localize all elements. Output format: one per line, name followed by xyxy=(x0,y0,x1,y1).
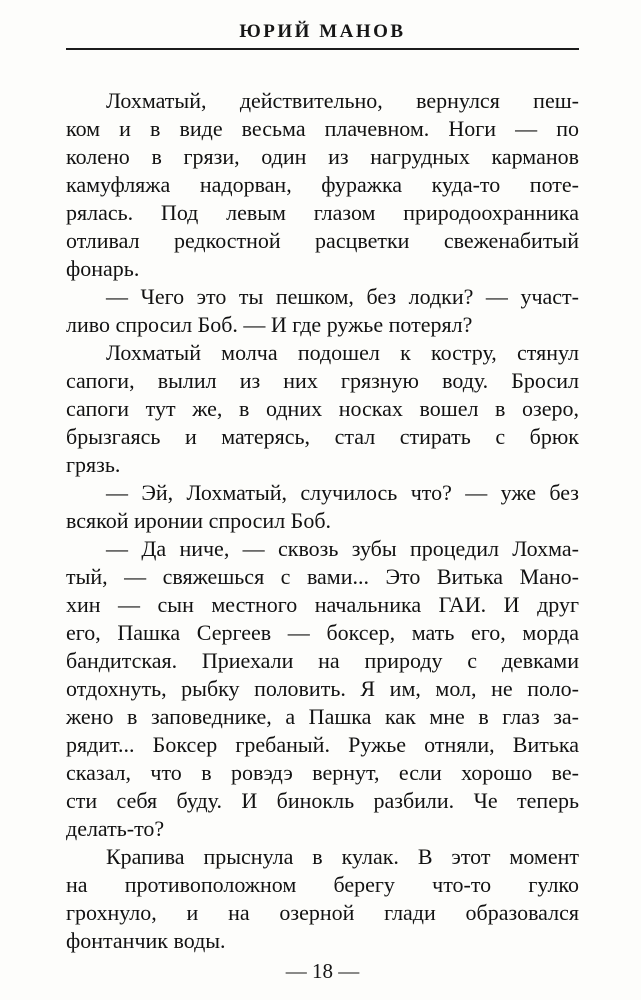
text-line: Лохматый молча подошел к костру, стянул xyxy=(106,340,579,365)
text-line: фонарь. xyxy=(66,256,140,281)
page-number: — 18 — xyxy=(285,959,360,983)
paragraph xyxy=(66,843,579,955)
page-footer xyxy=(66,959,579,984)
text-line: ливо спросил Боб. — И где ружье потерял? xyxy=(66,312,473,337)
text-line: сти себя буду. И бинокль разбили. Че теперь xyxy=(66,788,579,813)
text-line: грохнуло, и на озерной глади образовался xyxy=(66,900,579,925)
text-line: отливал редкостной расцветки свеженабитый xyxy=(66,228,579,253)
text-line: сапоги тут же, в одних носках вошел в озеро, xyxy=(66,396,579,421)
text-line: хин — сын местного начальника ГАИ. И друг xyxy=(66,592,579,617)
page-text xyxy=(66,87,579,955)
text-line: отдохнуть, рыбку половить. Я им, мол, не поло- xyxy=(66,676,579,701)
running-head-author: ЮРИЙ МАНОВ xyxy=(239,21,406,42)
text-line: тый, — свяжешься с вами... Это Витька Мано- xyxy=(66,564,579,589)
paragraph xyxy=(66,283,579,339)
text-line: фонтанчик воды. xyxy=(66,928,226,953)
text-line: всякой иронии спросил Боб. xyxy=(66,508,332,533)
text-line: Крапива прыснула в кулак. В этот момент xyxy=(106,844,579,869)
header-rule-divider xyxy=(66,48,579,50)
text-line: колено в грязи, один из нагрудных карманов xyxy=(66,144,579,169)
text-line: грязь. xyxy=(66,452,121,477)
text-line: — Чего это ты пешком, без лодки? — участ- xyxy=(106,284,579,309)
paragraph xyxy=(66,535,579,843)
paragraph xyxy=(66,339,579,479)
text-line: сапоги, вылил из них грязную воду. Бросил xyxy=(66,368,579,393)
text-line: его, Пашка Сергеев — боксер, мать его, морда xyxy=(66,620,579,645)
text-line: Лохматый, действительно, вернулся пеш- xyxy=(106,88,579,113)
text-line: сказал, что в ровэдэ вернут, если хорошо ве- xyxy=(66,760,579,785)
text-line: — Эй, Лохматый, случилось что? — уже без xyxy=(106,480,579,505)
text-line: ком и в виде весьма плачевном. Ноги — по xyxy=(66,116,579,141)
text-line: рядит... Боксер гребаный. Ружье отняли, Витька xyxy=(66,732,579,757)
text-line: жено в заповеднике, а Пашка как мне в глаз за- xyxy=(66,704,579,729)
text-line: брызгаясь и матерясь, стал стирать с брюк xyxy=(66,424,579,449)
text-line: делать-то? xyxy=(66,816,165,841)
text-line: бандитская. Приехали на природу с девками xyxy=(66,648,579,673)
paragraph xyxy=(66,87,579,283)
text-line: на противоположном берегу что-то гулко xyxy=(66,872,579,897)
text-line: — Да ниче, — сквозь зубы процедил Лохма- xyxy=(106,536,579,561)
page-header xyxy=(66,20,579,50)
paragraph xyxy=(66,479,579,535)
text-line: рялась. Под левым глазом природоохранника xyxy=(66,200,579,225)
text-line: камуфляжа надорван, фуражка куда-то поте- xyxy=(66,172,579,197)
